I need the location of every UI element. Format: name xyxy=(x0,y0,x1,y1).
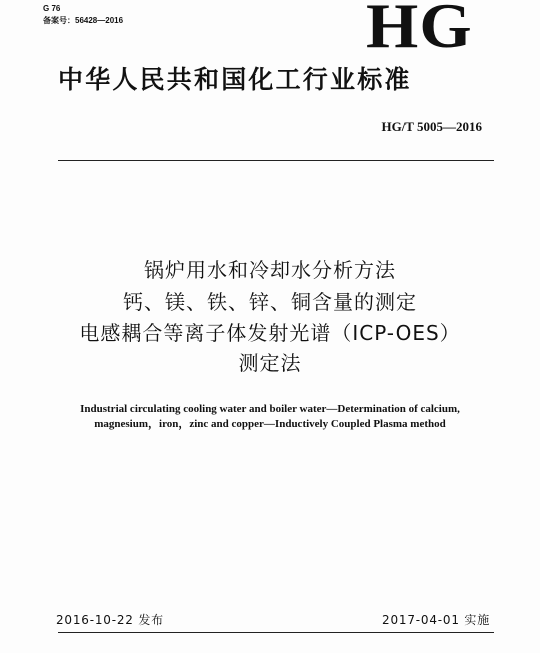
bottom-divider xyxy=(58,632,494,633)
cn-title-line: 电感耦合等离子体发射光谱（ICP-OES） xyxy=(79,321,461,345)
implementation-date: 2017-04-01 实施 xyxy=(382,613,490,627)
cn-title-line: 钙、镁、铁、锌、铜含量的测定 xyxy=(123,290,417,314)
standard-code: HG/T 5005—2016 xyxy=(381,119,482,134)
cn-title-line: 测定法 xyxy=(238,351,302,375)
top-divider xyxy=(58,160,494,161)
hg-logo: HG xyxy=(366,0,473,61)
standard-category-title: 中华人民共和国化工行业标准 xyxy=(58,65,412,94)
filing-number: 备案号：56428—2016 xyxy=(43,16,124,25)
en-title-line: magnesium，iron，zinc and copper—Inductively Coupled Plasma method xyxy=(94,418,446,430)
issue-date: 2016-10-22 发布 xyxy=(56,613,164,627)
en-title-line: Industrial circulating cooling water and boiler water—Determination of calcium, xyxy=(80,403,460,415)
cn-title-line: 锅炉用水和冷却水分析方法 xyxy=(144,258,396,282)
ics-code: G 76 xyxy=(43,4,61,13)
